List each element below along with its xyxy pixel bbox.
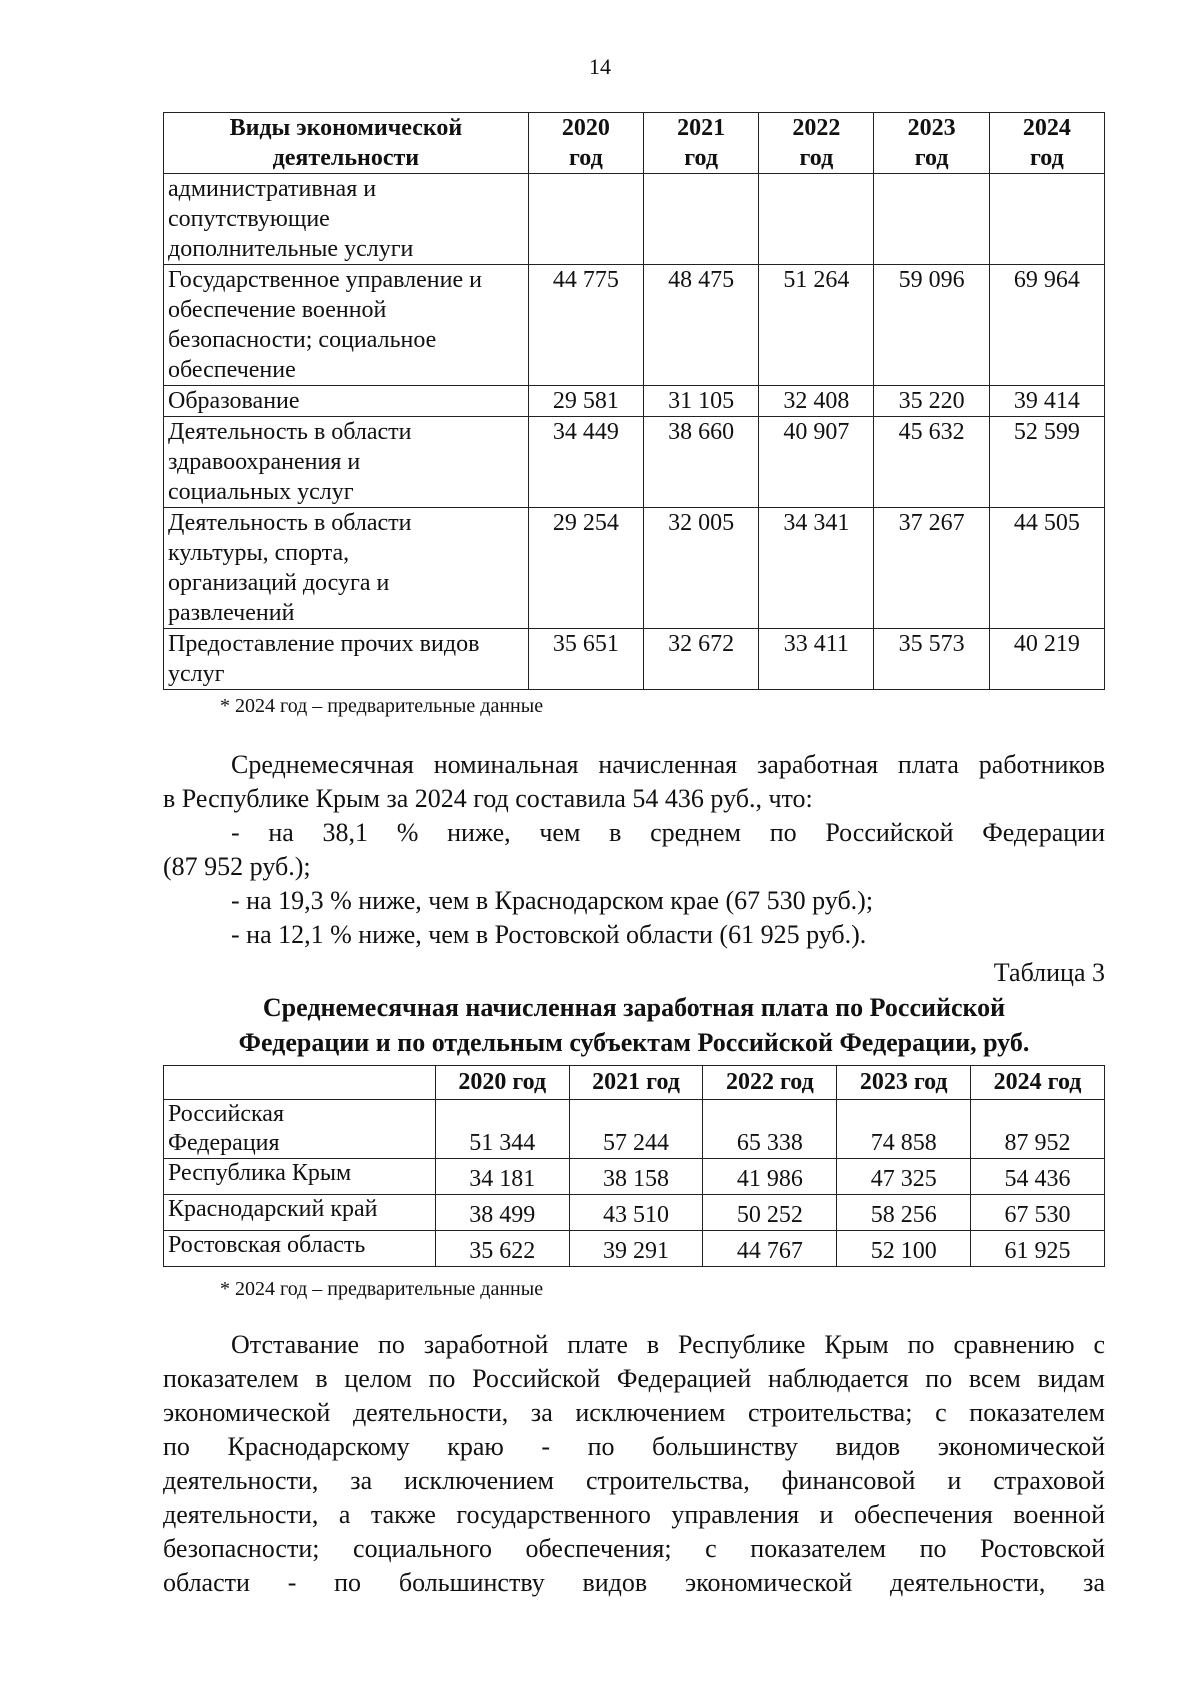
cell-value: 29 581	[528, 386, 643, 417]
cell-value: 32 672	[644, 629, 759, 690]
cell-value: 54 436	[971, 1159, 1105, 1195]
header-2021: 2021 год	[569, 1066, 703, 1100]
cell-value: 40 907	[759, 417, 874, 508]
text-line: области - по большинству видов экономической деятельности, за	[163, 1568, 1105, 1597]
cell-value: 51 344	[435, 1100, 569, 1159]
header-2024: 2024 год	[989, 113, 1104, 174]
row-label: Деятельность в области культуры, спорта, организаций досуга и развлечений	[164, 508, 529, 629]
text-line: (87 952 руб.);	[163, 852, 311, 881]
row-label: Государственное управление и обеспечение военной безопасности; социальное обеспечение	[164, 265, 529, 386]
text-line: экономической деятельности, за исключением строительства; с показателем	[163, 1398, 1105, 1427]
cell-value: 32 408	[759, 386, 874, 417]
cell-value	[644, 174, 759, 265]
cell-value: 65 338	[703, 1100, 837, 1159]
table-row	[164, 1195, 1105, 1231]
table1-footnote: * 2024 год – предварительные данные	[220, 695, 544, 717]
text-line: - на 12,1 % ниже, чем в Ростовской области (61 925 руб.).	[231, 920, 867, 949]
table-number: Таблица 3	[993, 958, 1105, 987]
regional-wage-table	[163, 1065, 1105, 1267]
header-2020: 2020 год	[435, 1066, 569, 1100]
table-row	[164, 1231, 1105, 1267]
table-row	[164, 265, 1105, 386]
row-label: Российская Федерация	[164, 1100, 436, 1159]
page-number: 14	[589, 54, 611, 79]
row-label: Образование	[164, 386, 529, 417]
text-line: деятельности, за исключением строительства, финансовой и страховой	[163, 1466, 1105, 1495]
cell-value: 39 291	[569, 1231, 703, 1267]
table-row	[164, 629, 1105, 690]
header-blank	[164, 1066, 436, 1100]
header-2022: 2022 год	[759, 113, 874, 174]
cell-value: 44 505	[989, 508, 1104, 629]
cell-value: 58 256	[837, 1195, 971, 1231]
cell-value: 74 858	[837, 1100, 971, 1159]
table-row	[164, 1100, 1105, 1159]
header-2021: 2021 год	[644, 113, 759, 174]
cell-value: 47 325	[837, 1159, 971, 1195]
cell-value: 40 219	[989, 629, 1104, 690]
cell-value: 57 244	[569, 1100, 703, 1159]
cell-value: 33 411	[759, 629, 874, 690]
cell-value	[989, 174, 1104, 265]
cell-value: 67 530	[971, 1195, 1105, 1231]
cell-value: 35 573	[874, 629, 989, 690]
cell-value: 52 100	[837, 1231, 971, 1267]
header-activity: Виды экономической деятельности	[164, 113, 529, 174]
table-row	[164, 1159, 1105, 1195]
text-line: Среднемесячная номинальная начисленная заработная плата работников	[231, 750, 1105, 779]
cell-value: 87 952	[971, 1100, 1105, 1159]
cell-value: 39 414	[989, 386, 1104, 417]
table-title: Среднемесячная начисленная заработная плата по Российской Федерации и по отдельным субъектам Российской Федерации, руб.	[238, 993, 1030, 1057]
text-line: деятельности, а также государственного управления и обеспечения военной	[163, 1500, 1105, 1529]
row-label: Краснодарский край	[164, 1195, 436, 1231]
cell-value: 38 158	[569, 1159, 703, 1195]
text-line: показателем в целом по Российской Федерацией наблюдается по всем видам	[163, 1364, 1105, 1393]
header-2024: 2024 год	[971, 1066, 1105, 1100]
table-header-row	[164, 1066, 1105, 1100]
cell-value: 41 986	[703, 1159, 837, 1195]
wage-gap-paragraph	[163, 1328, 1105, 1600]
text-line: безопасности; социального обеспечения; с показателем по Ростовской	[163, 1534, 1105, 1563]
cell-value: 69 964	[989, 265, 1104, 386]
cell-value: 43 510	[569, 1195, 703, 1231]
text-line: Отставание по заработной плате в Республике Крым по сравнению с	[231, 1330, 1105, 1359]
cell-value: 61 925	[971, 1231, 1105, 1267]
row-label: Деятельность в области здравоохранения и социальных услуг	[164, 417, 529, 508]
table-row	[164, 417, 1105, 508]
cell-value: 29 254	[528, 508, 643, 629]
row-label: Предоставление прочих видов услуг	[164, 629, 529, 690]
cell-value: 35 622	[435, 1231, 569, 1267]
cell-value: 45 632	[874, 417, 989, 508]
cell-value: 35 651	[528, 629, 643, 690]
cell-value: 31 105	[644, 386, 759, 417]
cell-value: 52 599	[989, 417, 1104, 508]
text-line: по Краснодарскому краю - по большинству видов экономической	[163, 1432, 1105, 1461]
cell-value: 34 449	[528, 417, 643, 508]
header-2023: 2023 год	[874, 113, 989, 174]
text-line: в Республике Крым за 2024 год составила 54 436 руб., что:	[163, 784, 813, 813]
cell-value: 38 660	[644, 417, 759, 508]
cell-value	[874, 174, 989, 265]
text-line: - на 38,1 % ниже, чем в среднем по Российской Федерации	[231, 818, 1105, 847]
cell-value: 51 264	[759, 265, 874, 386]
header-2023: 2023 год	[837, 1066, 971, 1100]
table-row	[164, 174, 1105, 265]
table-row	[164, 508, 1105, 629]
header-2020: 2020 год	[528, 113, 643, 174]
table-header-row	[164, 113, 1105, 174]
cell-value: 37 267	[874, 508, 989, 629]
cell-value: 35 220	[874, 386, 989, 417]
cell-value	[528, 174, 643, 265]
cell-value: 59 096	[874, 265, 989, 386]
cell-value: 32 005	[644, 508, 759, 629]
text-line: - на 19,3 % ниже, чем в Краснодарском крае (67 530 руб.);	[231, 886, 874, 915]
cell-value	[759, 174, 874, 265]
row-label: Республика Крым	[164, 1159, 436, 1195]
header-2022: 2022 год	[703, 1066, 837, 1100]
economic-activity-wage-table	[163, 112, 1105, 690]
cell-value: 44 775	[528, 265, 643, 386]
cell-value: 38 499	[435, 1195, 569, 1231]
wage-summary-paragraph	[163, 748, 1105, 952]
cell-value: 48 475	[644, 265, 759, 386]
cell-value: 34 341	[759, 508, 874, 629]
cell-value: 34 181	[435, 1159, 569, 1195]
row-label: административная и сопутствующие дополнительные услуги	[164, 174, 529, 265]
table-row	[164, 386, 1105, 417]
cell-value: 50 252	[703, 1195, 837, 1231]
table2-footnote: * 2024 год – предварительные данные	[220, 1278, 544, 1300]
cell-value: 44 767	[703, 1231, 837, 1267]
row-label: Ростовская область	[164, 1231, 436, 1267]
